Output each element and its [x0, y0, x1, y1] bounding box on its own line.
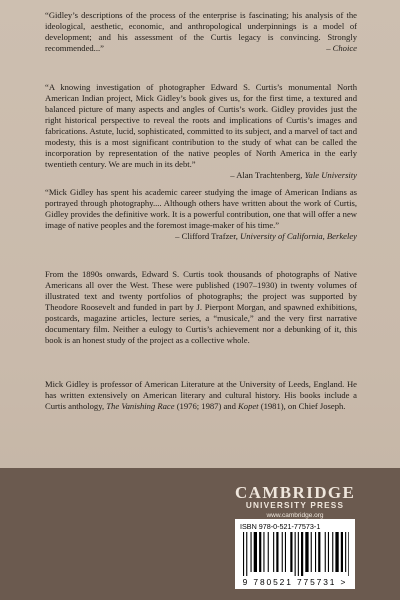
review-trafzer: [45, 187, 357, 242]
book-description: [45, 269, 357, 346]
barcode-bar: [305, 532, 308, 572]
barcode-bar: [315, 532, 316, 572]
barcode-bar: [318, 532, 320, 572]
publisher-name: CAMBRIDGE: [235, 483, 356, 502]
barcode-bar: [328, 532, 329, 572]
barcode-bar: [345, 532, 346, 572]
barcode-bar: [332, 532, 333, 572]
barcode-bar: [290, 532, 292, 572]
review-attribution: – Choice: [326, 43, 357, 54]
barcode-bar: [268, 532, 269, 572]
barcode-bar: [282, 532, 283, 572]
attribution-name: – Clifford Trafzer,: [175, 231, 241, 242]
barcode-bar: [243, 532, 244, 576]
barcode-bar: [246, 532, 247, 576]
review-text: “Mick Gidley has spent his academic career studying the image of American Indians as portrayed through photography.... Although others have written about the work of Curtis, Gidley provides the definitive work. It is a powerful contribution, one that will offer a new image of native peoples and the foremost image-maker of his time.”: [45, 187, 357, 231]
barcode-bar: [263, 532, 264, 572]
publisher-url: www.cambridge.org: [266, 512, 324, 519]
review-attribution: [45, 170, 357, 181]
barcode-bar: [273, 532, 274, 572]
review-text: “A knowing investigation of photographer Edward S. Curtis’s monumental North American Indian project, Mick Gidley’s book gives us, for the first time, a textured and balanced picture of many aspects and angles of Curtis’s work. Gidley provides just the right historical perspective to reveal the roots and implications of Curtis’s images and fabrications. Astute, lucid, sophisticated, committed to its subject, and a marvel of tact and modesty, this is a most significant contribution to the study of what can be called the incorporation by representation of the native peoples of North America in the early twentieth century. We are much in its debt.”: [45, 82, 357, 170]
barcode-bar: [251, 532, 252, 572]
barcode-bar: [325, 532, 326, 572]
isbn-label: ISBN 978-0-521-77573-1: [240, 522, 321, 531]
barcode-bar: [341, 532, 343, 572]
description-text: From the 1890s onwards, Edward S. Curtis took thousands of photographs of Native Americans all over the West. These were published (1907–1930) in twenty volumes of illustrated text and twenty portfolios of photographs; the project was supported by Theodore Roosevelt and funded in part by J. Pierpont Morgan, and spawned exhibitions, postcards, magazine articles, lecture series, a “musicale,” and the very first narrative documentary film. Neither a eulogy to Curtis’s achievement nor a debunking of it, this book is an honest study of the project as a collective whole.: [45, 269, 357, 346]
review-attribution: [45, 231, 357, 242]
publisher-logo: [235, 484, 355, 520]
barcode-bar: [311, 532, 312, 572]
review-choice: [45, 10, 357, 54]
review-trachtenberg: [45, 82, 357, 181]
barcode-bar: [276, 532, 278, 572]
barcode-bar: [285, 532, 286, 572]
bio-text-end: (1981), on Chief Joseph.: [258, 400, 346, 411]
bio-book-title: The Vanishing Race: [106, 400, 175, 411]
attribution-affiliation: Yale University: [304, 170, 357, 181]
attribution-affiliation: University of California, Berkeley: [240, 231, 357, 242]
barcode-panel: [235, 519, 355, 589]
barcode-bar: [301, 532, 303, 576]
publisher-subname: UNIVERSITY PRESS: [245, 501, 345, 510]
author-bio: [45, 370, 357, 420]
barcode-bar: [254, 532, 257, 572]
barcode-bar: [295, 532, 296, 576]
barcode-bar: [348, 532, 349, 576]
review-text: “Gidley’s descriptions of the process of the enterprise is fascinating; his analysis of the ideological, aesthetic, economic, and anthropological underpinnings is a model of development; and his assessment of the Curtis legacy is convincing. Strongly recommended...”: [45, 10, 357, 54]
bio-text-mid: (1976; 1987) and: [174, 400, 239, 411]
bio-text: Mick Gidley is professor of American Literature at the University of Leeds, England. He has written extensively on American literary and cultural history. His books include a Curtis anthology,: [45, 378, 357, 411]
barcode-bar: [335, 532, 338, 572]
attribution-name: – Alan Trachtenberg,: [230, 170, 305, 181]
bio-book-title: Kopet: [238, 400, 259, 411]
barcode-bar: [259, 532, 261, 572]
barcode-icon: [241, 532, 349, 576]
barcode-bar: [298, 532, 299, 576]
barcode-digits: 9 780521 775731 >: [242, 577, 348, 587]
